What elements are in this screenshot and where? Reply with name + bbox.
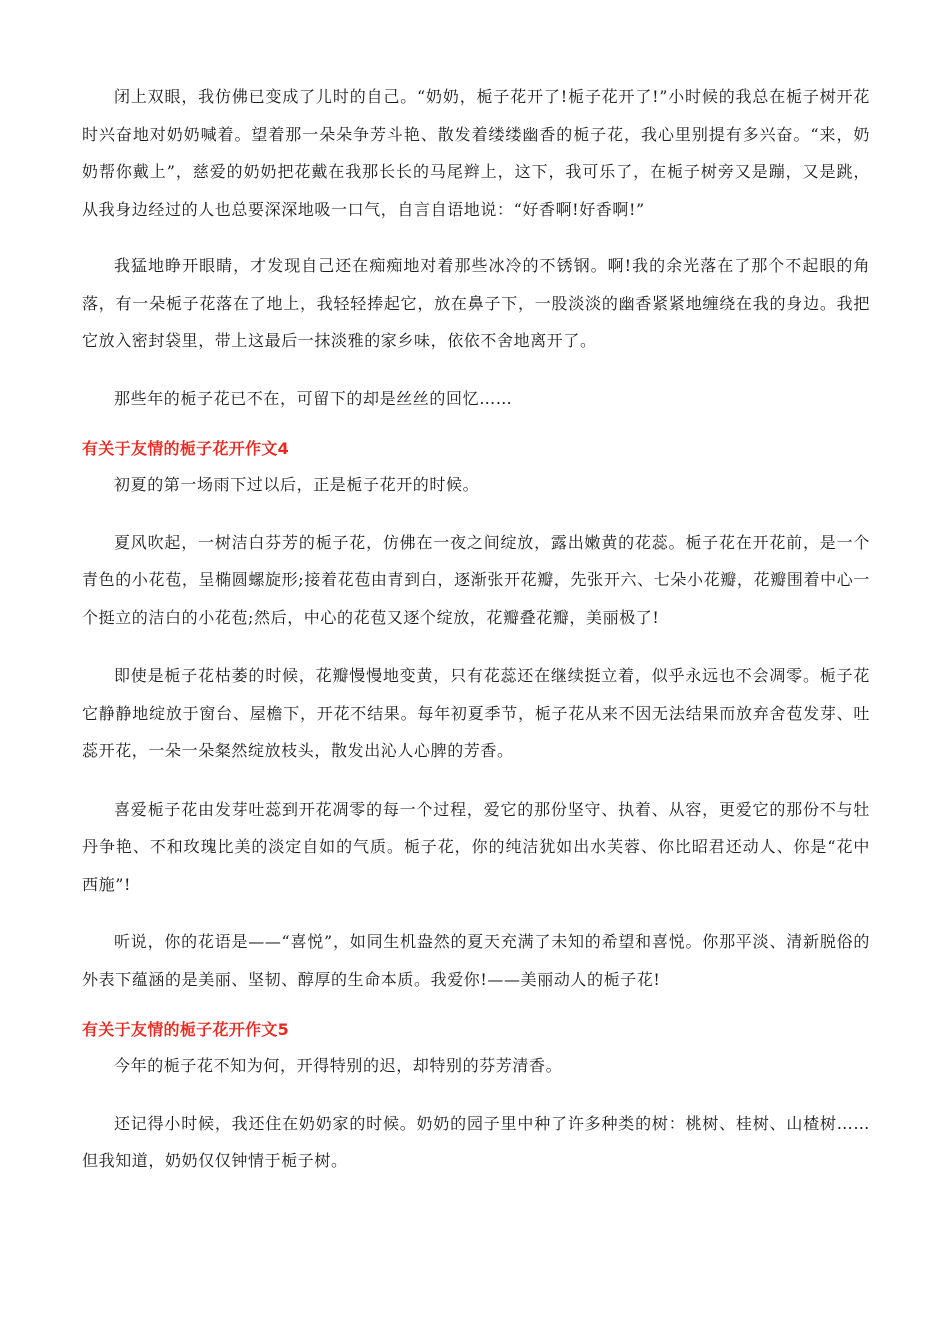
paragraph-memories: 那些年的栀子花已不在，可留下的却是丝丝的回忆…… xyxy=(114,388,513,408)
paragraph-memory-childhood: 闭上双眼，我仿佛已变成了儿时的自己。“奶奶，栀子花开了!栀子花开了!”小时候的我总在栀子树开花时兴奋地对奶奶喊着。望着那一朵朵争芳斗艳、散发着缕缕幽香的栀子花，我心里别提有多兴奋。“来，奶奶帮你戴上”，慈爱的奶奶把花戴在我那长长的马尾辫上，这下，我可乐了，在栀子树旁又是蹦，又是跳，从我身边经过的人也总要深深地吸一口气，自言自语地说：“好香啊!好香啊!” xyxy=(82,87,870,219)
section-heading-5: 有关于友情的栀子花开作文5 xyxy=(82,1020,290,1039)
paragraph-early-summer: 初夏的第一场雨下过以后，正是栀子花开的时候。 xyxy=(114,475,480,494)
paragraph-this-year: 今年的栀子花不知为何，开得特别的迟，却特别的芬芳清香。 xyxy=(114,1056,563,1075)
paragraph-summer-wind: 夏风吹起，一树洁白芬芳的栀子花，仿佛在一夜之间绽放，露出嫩黄的花蕊。栀子花在开花前，是一个青色的小花苞，呈椭圆螺旋形;接着花苞由青到白，逐渐张开花瓣，先张开六、七朵小花瓣，花瓣围着中心一个挺立的洁白的小花苞;然后，中心的花苞又逐个绽放，花瓣叠花瓣，美丽极了! xyxy=(82,532,870,627)
paragraph-withering: 即使是栀子花枯萎的时候，花瓣慢慢地变黄，只有花蕊还在继续挺立着，似乎永远也不会凋零。栀子花它静静地绽放于窗台、屋檐下，开花不结果。每年初夏季节，栀子花从来不因无法结果而放弃舍苞发芽、吐蕊开花，一朵一朵粲然绽放枝头，散发出沁人心脾的芳香。 xyxy=(82,666,870,760)
paragraph-open-eyes: 我猛地睁开眼睛，才发现自己还在痴痴地对着那些冰冷的不锈钢。啊!我的余光落在了那个不起眼的角落，有一朵栀子花落在了地上，我轻轻捧起它，放在鼻子下，一股淡淡的幽香紧紧地缠绕在我的身边。我把它放入密封袋里，带上这最后一抹淡雅的家乡味，依依不舍地离开了。 xyxy=(82,256,870,350)
paragraph-grandma-garden: 还记得小时候，我还住在奶奶家的时候。奶奶的园子里中种了许多种类的树：桃树、桂树、山楂树……但我知道，奶奶仅仅钟情于栀子树。 xyxy=(82,1113,870,1170)
section-heading-4: 有关于友情的栀子花开作文4 xyxy=(82,439,290,458)
document-page xyxy=(82,78,870,1198)
paragraph-flower-language: 听说，你的花语是——“喜悦”，如同生机盎然的夏天充满了未知的希望和喜悦。你那平淡、清新脱俗的外表下蕴涵的是美丽、坚韧、醇厚的生命本质。我爱你!——美丽动人的栀子花! xyxy=(82,932,870,989)
paragraph-love-gardenia: 喜爱栀子花由发芽吐蕊到开花凋零的每一个过程，爱它的那份坚守、执着、从容，更爱它的那份不与牡丹争艳、不和玫瑰比美的淡定自如的气质。栀子花，你的纯洁犹如出水芙蓉、你比昭君还动人、你是“花中西施”! xyxy=(82,799,870,894)
